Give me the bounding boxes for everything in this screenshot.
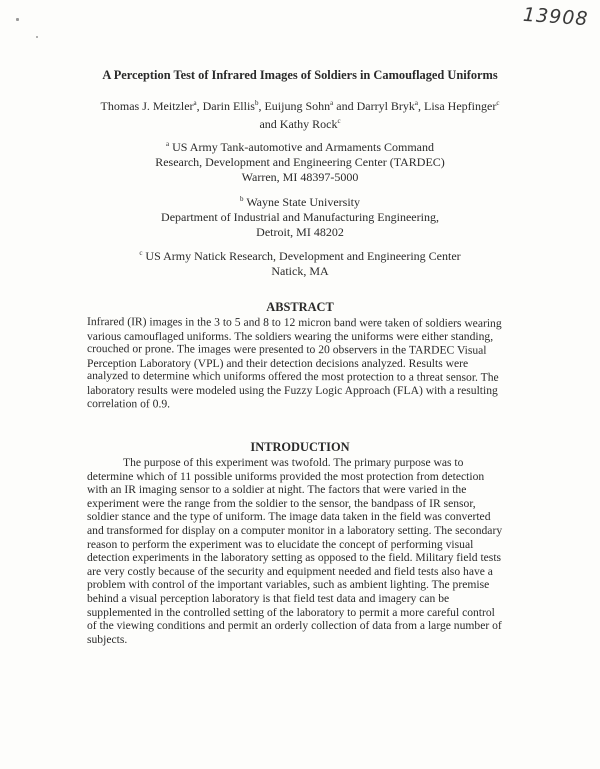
handwritten-document-number: 13908 [521, 3, 589, 31]
abstract-line: Perception Laboratory (VPL) and their detection decisions analyzed. Results were [87, 356, 469, 370]
author-separator: , [258, 99, 265, 113]
abstract-body [87, 316, 519, 411]
affiliation-mark: b [240, 195, 244, 203]
introduction-line: determine which of 11 possible uniforms provided the most protection from detection [87, 469, 485, 483]
affiliation-line: Department of Industrial and Manufacturing Engineering, [161, 210, 439, 224]
abstract-line: correlation of 0.9. [86, 396, 171, 410]
author-name: Darryl Bryk [356, 99, 415, 113]
author-affiliation-mark: c [337, 117, 341, 125]
author-conjunction: and [259, 117, 280, 131]
author-affiliation-mark: c [496, 99, 500, 107]
author-line-2 [60, 114, 540, 132]
author-line-1 [60, 96, 540, 114]
introduction-body [87, 456, 519, 646]
affiliation-a [0, 137, 600, 185]
author-list [60, 96, 540, 132]
introduction-line: problem with control of the important variables, such as ambient lighting. The premise [87, 578, 490, 592]
introduction-line: supplemented in the controlled setting of the laboratory to permit a more careful control [87, 605, 495, 619]
abstract-line: Infrared (IR) images in the 3 to 5 and 8 to 12 micron band were taken of soldiers wearing [86, 315, 502, 330]
paper-title: A Perception Test of Infrared Images of Soldiers in Camouflaged Uniforms [102, 68, 498, 82]
introduction-line: soldier stance and the type of uniform. The image data taken in the field was converted [87, 510, 491, 524]
affiliation-line: US Army Tank-automotive and Armaments Command [172, 140, 435, 154]
scan-speck [36, 36, 38, 38]
author-name: Darin Ellis [202, 99, 255, 113]
affiliation-c [0, 246, 600, 279]
affiliation-line: Warren, MI 48397-5000 [241, 170, 359, 184]
introduction-line: detection experiments in the laboratory setting as opposed to the field. Military field tests [87, 551, 502, 565]
author-affiliation-mark: b [254, 99, 259, 107]
affiliation-line: Detroit, MI 48202 [256, 225, 344, 239]
author-separator: , [418, 99, 425, 113]
abstract-heading: ABSTRACT [266, 300, 334, 314]
introduction-line: and transformed for display on a computer monitor in a laboratory setting. The secondary [87, 523, 503, 537]
affiliation-line: Research, Development and Engineering Center (TARDEC) [155, 155, 445, 169]
scan-speck [16, 18, 19, 21]
author-conjunction: and [333, 99, 357, 113]
introduction-heading: INTRODUCTION [250, 440, 350, 454]
author-name: Kathy Rock [279, 117, 338, 131]
introduction-line: are very costly because of the security and equipment needed and field tests also have a [87, 564, 493, 578]
author-affiliation-mark: a [193, 99, 197, 107]
introduction-line: with an IR imaging sensor to a soldier at night. The factors that were varied in the [87, 483, 467, 497]
affiliation-line: US Army Natick Research, Development and Engineering Center [145, 249, 461, 263]
affiliation-mark: c [139, 249, 143, 257]
author-affiliation-mark: a [414, 99, 419, 107]
affiliation-line: Natick, MA [271, 264, 329, 278]
author-name: Thomas J. Meitzler [100, 99, 194, 113]
introduction-line: experiment were the range from the soldier to the sensor, the bandpass of IR sensor, [87, 496, 476, 510]
introduction-line: behind a visual perception laboratory is that field test data and imagery can be [87, 591, 450, 605]
introduction-line: reason to perform the experiment was to elucidate the concept of performing visual [87, 537, 474, 551]
affiliation-mark: a [165, 140, 170, 148]
author-separator: , [196, 99, 203, 113]
abstract-line: laboratory results were modeled using the Fuzzy Logic Approach (FLA) with a resulting [87, 383, 498, 397]
affiliation-b [0, 192, 600, 240]
abstract-line: analyzed to determine which uniforms offered the most protection to a threat sensor. The [86, 369, 499, 385]
author-name: Euijung Sohn [264, 99, 331, 113]
introduction-line: The purpose of this experiment was twofold. The primary purpose was to [123, 456, 464, 469]
affiliation-line: Wayne State University [246, 195, 360, 209]
abstract-line: crouched or prone. The images were presented to 20 observers in the TARDEC Visual [86, 342, 487, 357]
abstract-line: various camouflaged uniforms. The soldiers wearing the uniforms were either standing, [87, 329, 494, 343]
introduction-line: subjects. [87, 632, 128, 646]
author-name: Lisa Hepfinger [424, 99, 497, 113]
introduction-line: of the viewing conditions and permit an orderly collection of data from a large number of [87, 619, 502, 633]
author-affiliation-mark: a [330, 99, 334, 107]
